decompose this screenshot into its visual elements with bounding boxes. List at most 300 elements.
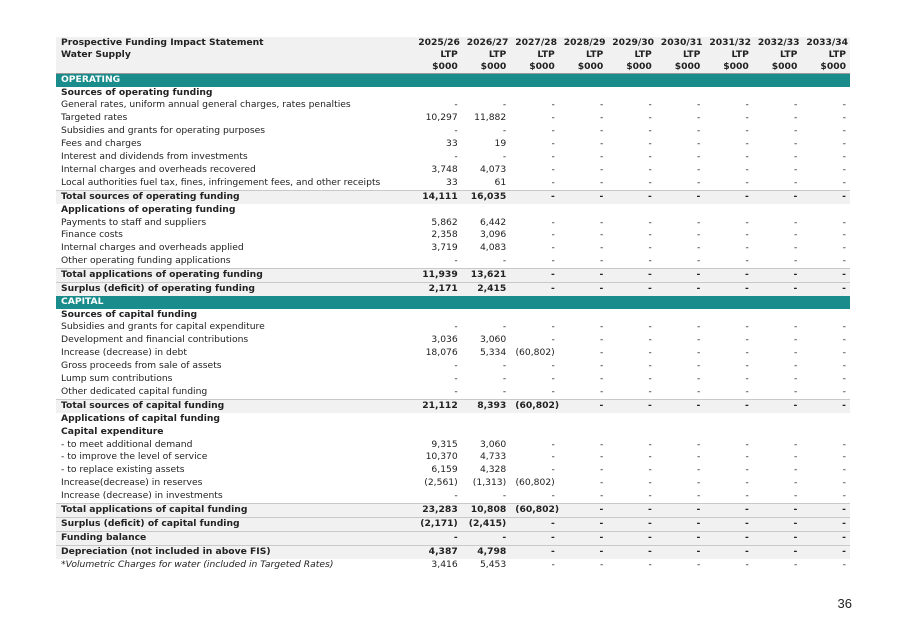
value-cell: (60,802) — [515, 477, 555, 489]
value-cell: - — [842, 216, 846, 228]
table-row — [56, 477, 850, 490]
value-cell — [656, 413, 705, 426]
value-cell: - — [559, 399, 608, 412]
value-cell — [510, 309, 559, 322]
value-cell — [462, 426, 511, 439]
table-subtitle: Water Supply — [56, 49, 413, 61]
value-cell: - — [696, 360, 701, 372]
value-cell: - — [794, 490, 798, 502]
value-cell: - — [551, 334, 555, 346]
value-cell: (1,313) — [472, 477, 507, 489]
value-cell: - — [753, 190, 802, 203]
value-cell: - — [696, 451, 701, 463]
value-cell: - — [745, 558, 749, 570]
value-cell: - — [842, 451, 846, 463]
value-cell: - — [696, 176, 701, 188]
value-cell: - — [801, 545, 850, 558]
value-cell: - — [696, 151, 701, 163]
value-cell: - — [696, 125, 701, 137]
value-cell: - — [745, 334, 749, 346]
table-row — [56, 386, 850, 399]
value-cell: - — [842, 438, 846, 450]
value-cell: - — [599, 112, 604, 124]
table-row — [56, 334, 850, 347]
plan-header: LTP — [510, 49, 559, 61]
row-label: Interest and dividends from investments — [61, 151, 248, 163]
value-cell: - — [794, 477, 798, 489]
value-cell — [510, 204, 559, 217]
row-label: Increase(decrease) in reserves — [61, 477, 203, 489]
plan-header: LTP — [462, 49, 511, 61]
value-cell: - — [801, 504, 850, 518]
funding-impact-statement-table — [56, 37, 850, 572]
row-label: *Volumetric Charges for water (included in Targeted Rates) — [61, 558, 334, 570]
value-cell — [413, 204, 462, 217]
row-label: Depreciation (not included in above FIS) — [56, 545, 413, 558]
value-cell: - — [607, 518, 656, 532]
total-row — [56, 518, 850, 532]
value-cell: - — [794, 138, 798, 150]
value-cell — [559, 87, 608, 100]
value-cell: - — [745, 216, 749, 228]
value-cell: - — [559, 283, 608, 296]
value-cell: - — [745, 321, 749, 333]
value-cell: - — [502, 321, 507, 333]
value-cell: - — [648, 347, 652, 359]
value-cell: - — [745, 242, 749, 254]
value-cell: - — [510, 518, 559, 532]
value-cell: - — [559, 504, 608, 518]
value-cell: - — [842, 99, 846, 111]
value-cell: - — [696, 255, 701, 267]
value-cell: - — [648, 373, 652, 385]
value-cell — [704, 413, 753, 426]
value-cell: - — [510, 269, 559, 283]
table-row — [56, 138, 850, 151]
table-row — [56, 490, 850, 503]
value-cell: - — [794, 464, 798, 476]
value-cell: 3,416 — [431, 558, 458, 570]
table-row — [56, 177, 850, 190]
value-cell — [413, 426, 462, 439]
header-row-years — [56, 37, 850, 49]
value-cell — [656, 87, 705, 100]
value-cell: - — [551, 451, 555, 463]
row-label: Capital expenditure — [61, 425, 164, 437]
value-cell: - — [551, 125, 555, 137]
row-label: Other dedicated capital funding — [61, 385, 208, 397]
table-row — [56, 151, 850, 164]
value-cell: - — [454, 373, 458, 385]
value-cell: - — [551, 163, 555, 175]
value-cell: 5,862 — [431, 216, 458, 228]
value-cell: - — [842, 255, 846, 267]
table-row — [56, 125, 850, 138]
value-cell: - — [510, 545, 559, 558]
value-cell: 3,060 — [479, 438, 507, 450]
value-cell: - — [454, 321, 458, 333]
value-cell: - — [704, 504, 753, 518]
value-cell: - — [599, 477, 604, 489]
value-cell: 2,415 — [462, 283, 511, 296]
value-cell: - — [801, 531, 850, 545]
value-cell: - — [599, 163, 604, 175]
table-row — [56, 439, 850, 452]
value-cell: - — [656, 545, 705, 558]
value-cell — [801, 309, 850, 322]
row-label: Internal charges and overheads recovered — [61, 163, 256, 175]
value-cell: - — [745, 438, 749, 450]
value-cell: - — [551, 151, 555, 163]
value-cell: - — [648, 242, 652, 254]
value-cell: - — [454, 99, 458, 111]
subheading-row — [56, 426, 850, 439]
value-cell: - — [607, 269, 656, 283]
value-cell: - — [599, 229, 604, 241]
plan-header: LTP — [559, 49, 608, 61]
value-cell: - — [696, 242, 701, 254]
value-cell: - — [696, 229, 701, 241]
value-cell: 13,621 — [462, 269, 511, 283]
value-cell: - — [842, 163, 846, 175]
year-header: 2032/33 — [753, 37, 802, 49]
value-cell: - — [794, 242, 798, 254]
value-cell: 6,442 — [479, 216, 507, 228]
table-row — [56, 360, 850, 373]
value-cell — [801, 426, 850, 439]
value-cell: - — [648, 112, 652, 124]
subheading-row — [56, 309, 850, 322]
value-cell: 11,939 — [413, 269, 462, 283]
row-label: Total sources of operating funding — [56, 190, 413, 203]
value-cell: - — [794, 321, 798, 333]
value-cell: - — [551, 229, 555, 241]
value-cell: - — [842, 490, 846, 502]
value-cell: - — [551, 321, 555, 333]
table-row — [56, 255, 850, 268]
value-cell: - — [696, 99, 701, 111]
plan-header: LTP — [801, 49, 850, 61]
value-cell: - — [502, 125, 507, 137]
value-cell: 10,370 — [425, 451, 458, 463]
value-cell: - — [842, 125, 846, 137]
subheading-row — [56, 204, 850, 217]
value-cell: - — [656, 190, 705, 203]
value-cell: - — [842, 321, 846, 333]
value-cell: - — [648, 138, 652, 150]
value-cell: - — [648, 321, 652, 333]
row-label: Applications of capital funding — [61, 412, 221, 424]
value-cell: - — [607, 399, 656, 412]
value-cell: - — [801, 190, 850, 203]
table-row — [56, 464, 850, 477]
value-cell: - — [696, 347, 701, 359]
row-label: Payments to staff and suppliers — [61, 216, 207, 228]
value-cell: 3,748 — [431, 163, 458, 175]
value-cell: - — [462, 531, 511, 545]
value-cell: - — [794, 373, 798, 385]
value-cell: - — [607, 545, 656, 558]
value-cell — [801, 413, 850, 426]
value-cell: 10,808 — [462, 504, 511, 518]
value-cell: - — [607, 190, 656, 203]
value-cell: - — [745, 112, 749, 124]
value-cell — [607, 87, 656, 100]
value-cell: - — [753, 545, 802, 558]
unit-header: $000 — [607, 61, 656, 74]
year-header: 2025/26 — [413, 37, 462, 49]
value-cell: 3,096 — [479, 229, 507, 241]
value-cell: - — [696, 558, 701, 570]
value-cell — [753, 426, 802, 439]
value-cell: - — [551, 490, 555, 502]
value-cell: - — [801, 518, 850, 532]
value-cell — [413, 87, 462, 100]
value-cell: - — [745, 255, 749, 267]
plan-header: LTP — [413, 49, 462, 61]
unit-header: $000 — [753, 61, 802, 74]
value-cell — [413, 309, 462, 322]
value-cell: - — [753, 269, 802, 283]
table-row — [56, 229, 850, 242]
row-label: - to meet additional demand — [61, 438, 193, 450]
value-cell: - — [745, 373, 749, 385]
value-cell: - — [794, 216, 798, 228]
value-cell: - — [696, 216, 701, 228]
value-cell — [607, 204, 656, 217]
value-cell — [607, 309, 656, 322]
value-cell: - — [753, 283, 802, 296]
value-cell: - — [842, 477, 846, 489]
value-cell: (60,802) — [510, 504, 559, 518]
value-cell: - — [551, 360, 555, 372]
value-cell: - — [704, 545, 753, 558]
value-cell — [510, 413, 559, 426]
value-cell — [753, 413, 802, 426]
value-cell — [656, 426, 705, 439]
value-cell: - — [794, 347, 798, 359]
value-cell: - — [842, 176, 846, 188]
value-cell: - — [842, 138, 846, 150]
value-cell: - — [794, 99, 798, 111]
value-cell: - — [599, 373, 604, 385]
table-row — [56, 242, 850, 255]
value-cell — [801, 87, 850, 100]
value-cell — [559, 413, 608, 426]
value-cell: - — [745, 490, 749, 502]
row-label: Finance costs — [61, 229, 123, 241]
value-cell: 4,387 — [413, 545, 462, 558]
value-cell: 4,733 — [479, 451, 507, 463]
value-cell: - — [559, 518, 608, 532]
value-cell: - — [599, 151, 604, 163]
year-header: 2029/30 — [607, 37, 656, 49]
value-cell: 4,798 — [462, 545, 511, 558]
value-cell: - — [599, 438, 604, 450]
row-label: - to improve the level of service — [61, 451, 208, 463]
value-cell: - — [704, 190, 753, 203]
value-cell: - — [599, 558, 604, 570]
value-cell: - — [648, 151, 652, 163]
value-cell: - — [753, 531, 802, 545]
table-row — [56, 347, 850, 360]
value-cell: - — [842, 112, 846, 124]
value-cell: - — [648, 334, 652, 346]
value-cell: - — [551, 558, 555, 570]
value-cell: - — [599, 99, 604, 111]
value-cell: - — [648, 558, 652, 570]
value-cell: - — [648, 451, 652, 463]
section-operating — [56, 74, 850, 87]
value-cell: - — [745, 99, 749, 111]
value-cell — [607, 413, 656, 426]
row-label: General rates, uniform annual general charges, rates penalties — [61, 99, 351, 111]
value-cell: 6,159 — [431, 464, 458, 476]
value-cell: - — [551, 373, 555, 385]
value-cell: - — [648, 176, 652, 188]
value-cell: - — [607, 504, 656, 518]
value-cell: (2,171) — [413, 518, 462, 532]
value-cell: - — [607, 531, 656, 545]
value-cell: - — [648, 438, 652, 450]
total-row — [56, 531, 850, 545]
value-cell: - — [599, 138, 604, 150]
table-row — [56, 373, 850, 386]
value-cell: - — [696, 438, 701, 450]
value-cell: - — [551, 385, 555, 397]
value-cell: - — [745, 138, 749, 150]
value-cell — [559, 204, 608, 217]
value-cell: - — [502, 255, 507, 267]
value-cell: - — [551, 438, 555, 450]
year-header: 2030/31 — [656, 37, 705, 49]
value-cell: 61 — [494, 176, 507, 188]
row-label: Internal charges and overheads applied — [61, 242, 244, 254]
year-header: 2031/32 — [704, 37, 753, 49]
value-cell: - — [794, 334, 798, 346]
row-label: Targeted rates — [61, 112, 128, 124]
value-cell: - — [656, 283, 705, 296]
value-cell: - — [599, 451, 604, 463]
table-row — [56, 321, 850, 334]
value-cell: - — [454, 385, 458, 397]
header-row-plan — [56, 49, 850, 61]
value-cell: - — [559, 531, 608, 545]
value-cell: (60,802) — [515, 347, 555, 359]
value-cell — [462, 309, 511, 322]
row-label: Surplus (deficit) of operating funding — [56, 283, 413, 296]
total-row — [56, 545, 850, 558]
value-cell: - — [801, 399, 850, 412]
value-cell: (2,561) — [424, 477, 458, 489]
value-cell: 14,111 — [413, 190, 462, 203]
value-cell: - — [599, 385, 604, 397]
value-cell: - — [648, 163, 652, 175]
value-cell: 4,083 — [479, 242, 507, 254]
table-row — [56, 99, 850, 112]
value-cell: - — [794, 151, 798, 163]
unit-header: $000 — [559, 61, 608, 74]
value-cell: - — [704, 531, 753, 545]
value-cell: 19 — [494, 138, 507, 150]
value-cell — [462, 87, 511, 100]
value-cell: - — [551, 112, 555, 124]
value-cell: 33 — [446, 176, 458, 188]
value-cell: - — [648, 360, 652, 372]
value-cell — [704, 309, 753, 322]
plan-header: LTP — [607, 49, 656, 61]
value-cell: - — [599, 334, 604, 346]
subheading-row — [56, 413, 850, 426]
value-cell — [462, 204, 511, 217]
row-label: Development and financial contributions — [61, 334, 249, 346]
value-cell: - — [510, 283, 559, 296]
value-cell: - — [794, 125, 798, 137]
value-cell: - — [648, 385, 652, 397]
unit-header: $000 — [704, 61, 753, 74]
value-cell: - — [704, 518, 753, 532]
value-cell — [510, 87, 559, 100]
value-cell — [704, 204, 753, 217]
value-cell: - — [696, 477, 701, 489]
value-cell: - — [745, 385, 749, 397]
year-header: 2028/29 — [559, 37, 608, 49]
value-cell: 3,060 — [479, 334, 507, 346]
value-cell: - — [648, 99, 652, 111]
value-cell: - — [656, 531, 705, 545]
value-cell: - — [559, 545, 608, 558]
value-cell: - — [656, 399, 705, 412]
section-label: OPERATING — [56, 74, 850, 87]
value-cell — [801, 204, 850, 217]
value-cell: - — [599, 216, 604, 228]
plan-header: LTP — [656, 49, 705, 61]
value-cell: - — [502, 151, 507, 163]
table-row — [56, 112, 850, 125]
value-cell: - — [842, 151, 846, 163]
value-cell: - — [842, 385, 846, 397]
plan-header: LTP — [753, 49, 802, 61]
value-cell: - — [794, 176, 798, 188]
header-row-unit — [56, 61, 850, 74]
table-row — [56, 451, 850, 464]
value-cell: - — [696, 321, 701, 333]
value-cell: - — [551, 242, 555, 254]
value-cell: - — [745, 477, 749, 489]
unit-header: $000 — [656, 61, 705, 74]
value-cell: 3,719 — [431, 242, 458, 254]
value-cell: - — [801, 269, 850, 283]
value-cell: - — [454, 490, 458, 502]
value-cell: - — [801, 283, 850, 296]
value-cell: - — [648, 125, 652, 137]
unit-header: $000 — [510, 61, 559, 74]
row-label: Lump sum contributions — [61, 373, 173, 385]
value-cell: - — [696, 385, 701, 397]
row-label: Subsidies and grants for operating purposes — [61, 125, 266, 137]
value-cell: - — [454, 125, 458, 137]
value-cell: - — [753, 504, 802, 518]
value-cell: - — [502, 373, 507, 385]
value-cell — [559, 426, 608, 439]
row-label: Total applications of operating funding — [56, 269, 413, 283]
value-cell — [413, 413, 462, 426]
value-cell: - — [745, 163, 749, 175]
value-cell: - — [502, 385, 507, 397]
value-cell: - — [745, 360, 749, 372]
value-cell: 4,073 — [479, 163, 507, 175]
value-cell: - — [794, 451, 798, 463]
